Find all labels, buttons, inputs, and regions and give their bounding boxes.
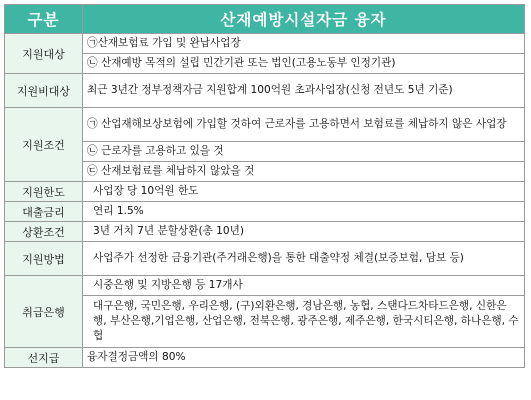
row-label-repayment: 상환조건 <box>5 222 83 242</box>
method-value: 사업주가 선정한 금융기관(주거래은행)을 통한 대출약정 체결(보증보험, 담보 등) <box>83 242 525 276</box>
limit-value: 사업장 당 10억원 한도 <box>83 182 525 202</box>
table-row <box>5 296 525 348</box>
table-row <box>5 108 525 142</box>
table-header-row <box>5 5 525 34</box>
row-label-advance: 선지급 <box>5 348 83 368</box>
row-label-interest: 대출금리 <box>5 202 83 222</box>
table-row <box>5 202 525 222</box>
table-row <box>5 54 525 74</box>
table-row <box>5 74 525 108</box>
header-category: 구분 <box>5 5 83 34</box>
row-label-eligibility: 지원대상 <box>5 34 83 74</box>
row-label-limit: 지원한도 <box>5 182 83 202</box>
table-row <box>5 162 525 182</box>
row-label-banks: 취급은행 <box>5 276 83 348</box>
loan-info-table <box>4 4 525 368</box>
eligibility-item-2: ㉡ 산재예방 목적의 설립 민간기관 또는 법인(고용노동부 인정기관) <box>83 54 525 74</box>
condition-item-1: ㉠ 산업재해보상보험에 가입할 것하여 근로자를 고용하면서 보험료를 체납하지 않은 사업장 <box>83 108 525 142</box>
banks-list: 대구은행, 국민은행, 우리은행, (구)외환은행, 경남은행, 농협, 스탠다드차타드은행, 신한은행, 부산은행,기업은행, 산업은행, 전북은행, 광주은행, 제주은행, 한국시티은행, 하나은행, 수협 <box>83 296 525 348</box>
repayment-value: 3년 거치 7년 분할상환(총 10년) <box>83 222 525 242</box>
non-eligible-value: 최근 3년간 정부정책자금 지원합계 100억원 초과사업장(신청 전년도 5년 기준) <box>83 74 525 108</box>
condition-item-2: ㉡ 근로자를 고용하고 있을 것 <box>83 142 525 162</box>
table-row <box>5 142 525 162</box>
header-title: 산재예방시설자금 융자 <box>83 5 525 34</box>
table-row <box>5 34 525 54</box>
table-row <box>5 276 525 296</box>
table-row <box>5 222 525 242</box>
table-row <box>5 182 525 202</box>
table-row <box>5 348 525 368</box>
row-label-non-eligible: 지원비대상 <box>5 74 83 108</box>
row-label-conditions: 지원조건 <box>5 108 83 182</box>
row-label-method: 지원방법 <box>5 242 83 276</box>
advance-value: 융자결정금액의 80% <box>83 348 525 368</box>
interest-value: 연리 1.5% <box>83 202 525 222</box>
banks-summary: 시중은행 및 지방은행 등 17개사 <box>83 276 525 296</box>
eligibility-item-1: ㉠산재보험료 가입 및 완납사업장 <box>83 34 525 54</box>
condition-item-3: ㉢ 산재보험료를 체납하지 않았을 것 <box>83 162 525 182</box>
table-row <box>5 242 525 276</box>
